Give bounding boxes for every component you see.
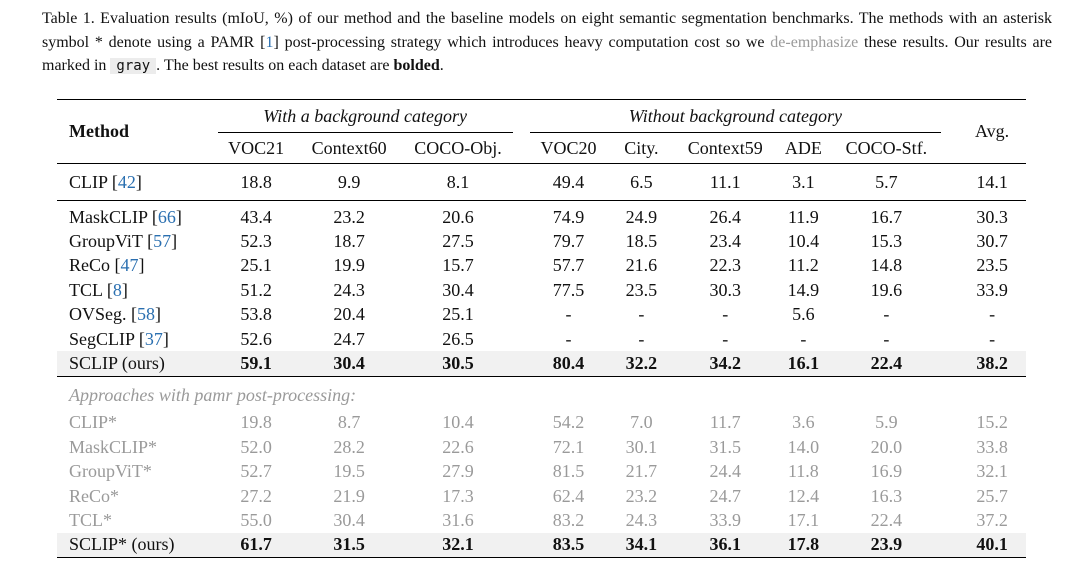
caption-bold-text: bolded (393, 57, 440, 74)
score-cell: 19.9 (333, 255, 365, 276)
score-cell: 18.7 (333, 231, 365, 252)
citation-link[interactable]: 58 (137, 304, 155, 325)
score-cell: 15.3 (870, 231, 903, 252)
score-cell: 8.7 (337, 412, 361, 433)
score-cell: 16.3 (870, 485, 903, 506)
method-name: TCL [8] (69, 279, 128, 300)
citation-link[interactable]: 57 (153, 231, 172, 252)
score-cell: 19.6 (870, 279, 903, 300)
score-cell: 51.2 (240, 279, 272, 300)
table-row-ours-pamr (57, 533, 1026, 558)
score-cell: 26.5 (442, 328, 474, 349)
table-row (57, 205, 1026, 229)
score-cell: 14.0 (787, 436, 820, 457)
method-label: MaskCLIP (69, 206, 152, 227)
score-cell: 24.9 (625, 206, 658, 227)
score-cell: 62.4 (552, 485, 585, 506)
score-cell: 10.4 (442, 412, 474, 433)
caption-text: . The best results on each dataset are (156, 57, 394, 74)
score-cell: 21.6 (625, 255, 658, 276)
score-cell: 24.7 (709, 485, 741, 506)
score-cell: 3.1 (775, 164, 832, 201)
score-cell: 14.9 (787, 279, 820, 300)
score-cell: 30.7 (976, 231, 1008, 252)
score-cell: - (638, 304, 645, 325)
method-label: TCL (69, 279, 107, 300)
score-cell: 17.1 (787, 509, 820, 530)
group-header-without-bg: Without background category (530, 100, 941, 133)
method-name (57, 533, 218, 558)
score-cell: 36.1 (676, 533, 775, 558)
score-cell: 24.4 (709, 461, 741, 482)
score-cell: 11.2 (787, 255, 819, 276)
score-cell: 30.1 (625, 436, 658, 457)
score-cell: 11.7 (709, 412, 741, 433)
score-cell: - (722, 328, 729, 349)
table-row (57, 278, 1026, 302)
score-cell: 3.6 (792, 412, 815, 433)
caption-text: these results. Our results are marked in (42, 33, 1053, 74)
score-cell: 59.1 (218, 351, 295, 376)
score-cell: 6.5 (607, 164, 676, 201)
col-header: COCO-Stf. (845, 137, 928, 158)
score-cell: 57.7 (552, 255, 585, 276)
score-cell: 9.9 (295, 164, 404, 201)
score-cell: 31.6 (442, 509, 474, 530)
score-cell: 27.5 (442, 231, 474, 252)
score-cell: - (989, 304, 996, 325)
score-cell: 33.9 (976, 279, 1008, 300)
citation-link[interactable]: 8 (112, 279, 122, 300)
caption-grey-text: de-emphasize (770, 33, 859, 51)
citation-link[interactable]: 47 (120, 255, 139, 276)
score-cell: 8.1 (403, 164, 512, 201)
score-cell: 32.1 (976, 461, 1008, 482)
table-row-pamr (57, 411, 1026, 435)
group-header-with-bg: With a background category (218, 100, 513, 133)
score-cell: 16.1 (775, 351, 832, 376)
col-header: COCO-Obj. (414, 137, 502, 158)
score-cell: 49.4 (530, 164, 607, 201)
score-cell: 12.4 (787, 485, 820, 506)
score-cell: 61.7 (218, 533, 295, 558)
pamr-section-title: Approaches with pamr post-processing: (69, 385, 357, 406)
method-label: SegCLIP (69, 328, 139, 349)
score-cell: 32.1 (403, 533, 512, 558)
score-cell: 22.4 (832, 351, 941, 376)
score-cell: 5.7 (832, 164, 941, 201)
score-cell: - (883, 328, 890, 349)
score-cell: - (883, 304, 890, 325)
score-cell: 19.8 (240, 412, 272, 433)
table-row (57, 303, 1026, 327)
score-cell: 33.8 (976, 436, 1008, 457)
table-row-pamr (57, 484, 1026, 508)
score-cell: 23.5 (976, 255, 1008, 276)
score-cell: 22.4 (870, 509, 903, 530)
method-name: OVSeg. [58] (69, 304, 161, 325)
score-cell: 7.0 (630, 412, 653, 433)
score-cell: 52.3 (240, 231, 272, 252)
score-cell: 30.3 (976, 206, 1008, 227)
score-cell: 55.0 (240, 509, 272, 530)
col-header: Context59 (687, 137, 763, 158)
score-cell: 83.2 (552, 509, 585, 530)
score-cell: 17.3 (442, 485, 474, 506)
score-cell: 34.1 (607, 533, 676, 558)
method-label: SCLIP (ours) (69, 353, 165, 374)
method-name: MaskCLIP [66] (69, 206, 182, 227)
table-row-pamr (57, 435, 1026, 459)
score-cell: 11.8 (787, 461, 819, 482)
method-name (57, 435, 218, 459)
method-label: OVSeg. (69, 304, 131, 325)
caption-text: . (439, 57, 444, 74)
method-label: ReCo (69, 255, 115, 276)
score-cell: - (989, 328, 996, 349)
score-cell: 23.9 (832, 533, 941, 558)
score-cell: 14.8 (870, 255, 903, 276)
table-row (57, 164, 1026, 201)
score-cell: 23.2 (625, 485, 658, 506)
score-cell: 74.9 (552, 206, 585, 227)
score-cell: 40.1 (958, 533, 1026, 558)
score-cell: - (800, 328, 807, 349)
score-cell: 22.6 (442, 436, 474, 457)
score-cell: 43.4 (240, 206, 272, 227)
score-cell: 33.9 (709, 509, 741, 530)
method-label: ReCo* (69, 485, 120, 506)
score-cell: 30.4 (442, 279, 474, 300)
score-cell: 38.2 (958, 351, 1026, 376)
method-label: GroupViT (69, 231, 148, 252)
table-row (57, 229, 1026, 253)
score-cell: 5.6 (792, 304, 815, 325)
caption-text: Table 1. Evaluation results (mIoU, %) of our method and the baseline models on eight semantic segmentation benchmarks. The methods with an asterisk symbol * denote using a PAMR [ (42, 10, 1052, 51)
score-cell: 54.2 (552, 412, 585, 433)
method-label: CLIP (69, 171, 112, 192)
score-cell: 16.7 (870, 206, 903, 227)
score-cell: 31.5 (295, 533, 404, 558)
citation-link[interactable]: 37 (144, 328, 163, 349)
score-cell: 22.3 (709, 255, 741, 276)
score-cell: 11.1 (676, 164, 775, 201)
method-name (57, 508, 218, 532)
score-cell: 24.3 (625, 509, 658, 530)
score-cell: - (565, 304, 572, 325)
score-cell: 52.6 (240, 328, 272, 349)
score-cell: - (565, 328, 572, 349)
score-cell: 31.5 (709, 436, 741, 457)
score-cell: 30.5 (403, 351, 512, 376)
citation-link[interactable]: 42 (117, 171, 136, 192)
method-header: Method (69, 121, 129, 141)
score-cell: 27.2 (240, 485, 272, 506)
score-cell: 14.1 (958, 164, 1026, 201)
score-cell: - (722, 304, 729, 325)
method-label: TCL* (69, 509, 112, 530)
score-cell: - (638, 328, 645, 349)
score-cell: 21.7 (625, 461, 658, 482)
score-cell: 30.4 (333, 509, 365, 530)
score-cell: 25.7 (976, 485, 1008, 506)
score-cell: 81.5 (552, 461, 585, 482)
method-label: SCLIP* (ours) (69, 534, 175, 555)
col-header: Context60 (311, 137, 387, 158)
method-label: GroupViT* (69, 461, 152, 482)
table-caption (42, 7, 1052, 79)
method-name (57, 411, 218, 435)
score-cell: 19.5 (333, 461, 365, 482)
score-cell: 80.4 (530, 351, 607, 376)
score-cell: 11.9 (787, 206, 819, 227)
score-cell: 23.4 (709, 231, 741, 252)
citation-link[interactable]: 66 (157, 206, 176, 227)
score-cell: 26.4 (709, 206, 741, 227)
method-name: CLIP [42] (57, 164, 218, 201)
score-cell: 53.8 (240, 304, 272, 325)
col-header: VOC20 (540, 137, 597, 158)
score-cell: 10.4 (787, 231, 820, 252)
score-cell: 20.4 (333, 304, 365, 325)
score-cell: 30.3 (709, 279, 741, 300)
caption-text: ] post-processing strategy which introduces heavy computation cost so we (273, 33, 771, 51)
method-name (57, 484, 218, 508)
score-cell: 5.9 (875, 412, 898, 433)
score-cell: 15.7 (442, 255, 474, 276)
score-cell: 16.9 (870, 461, 903, 482)
method-name: ReCo [47] (69, 255, 145, 276)
method-label: MaskCLIP* (69, 436, 158, 457)
score-cell: 52.7 (240, 461, 272, 482)
score-cell: 77.5 (552, 279, 585, 300)
score-cell: 23.2 (333, 206, 365, 227)
method-name: GroupViT [57] (69, 231, 178, 252)
score-cell: 15.2 (976, 412, 1008, 433)
score-cell: 79.7 (552, 231, 585, 252)
col-header: City. (624, 137, 659, 158)
score-cell: 28.2 (333, 436, 365, 457)
score-cell: 52.0 (240, 436, 272, 457)
score-cell: 20.0 (870, 436, 903, 457)
score-cell: 25.1 (442, 304, 474, 325)
method-name (57, 351, 218, 376)
score-cell: 24.3 (333, 279, 365, 300)
table-row-pamr (57, 460, 1026, 484)
score-cell: 17.8 (775, 533, 832, 558)
score-cell: 37.2 (976, 509, 1008, 530)
col-header: VOC21 (228, 137, 285, 158)
score-cell: 18.5 (625, 231, 658, 252)
score-cell: 21.9 (333, 485, 365, 506)
score-cell: 32.2 (607, 351, 676, 376)
score-cell: 18.8 (218, 164, 295, 201)
col-header: ADE (784, 137, 822, 158)
table-row-pamr (57, 508, 1026, 532)
table-row-ours (57, 351, 1026, 376)
score-cell: 83.5 (530, 533, 607, 558)
table-row (57, 327, 1026, 351)
score-cell: 20.6 (442, 206, 474, 227)
score-cell: 23.5 (625, 279, 658, 300)
score-cell: 72.1 (552, 436, 585, 457)
avg-header: Avg. (975, 121, 1010, 141)
method-name (57, 460, 218, 484)
method-name: SegCLIP [37] (69, 328, 169, 349)
score-cell: 25.1 (240, 255, 272, 276)
score-cell: 30.4 (295, 351, 404, 376)
score-cell: 27.9 (442, 461, 474, 482)
method-label: CLIP* (69, 412, 118, 433)
table-row (57, 254, 1026, 278)
citation-link[interactable]: 1 (265, 33, 274, 51)
score-cell: 34.2 (676, 351, 775, 376)
score-cell: 24.7 (333, 328, 365, 349)
caption-code-gray: gray (110, 58, 156, 74)
results-table (57, 99, 1026, 558)
